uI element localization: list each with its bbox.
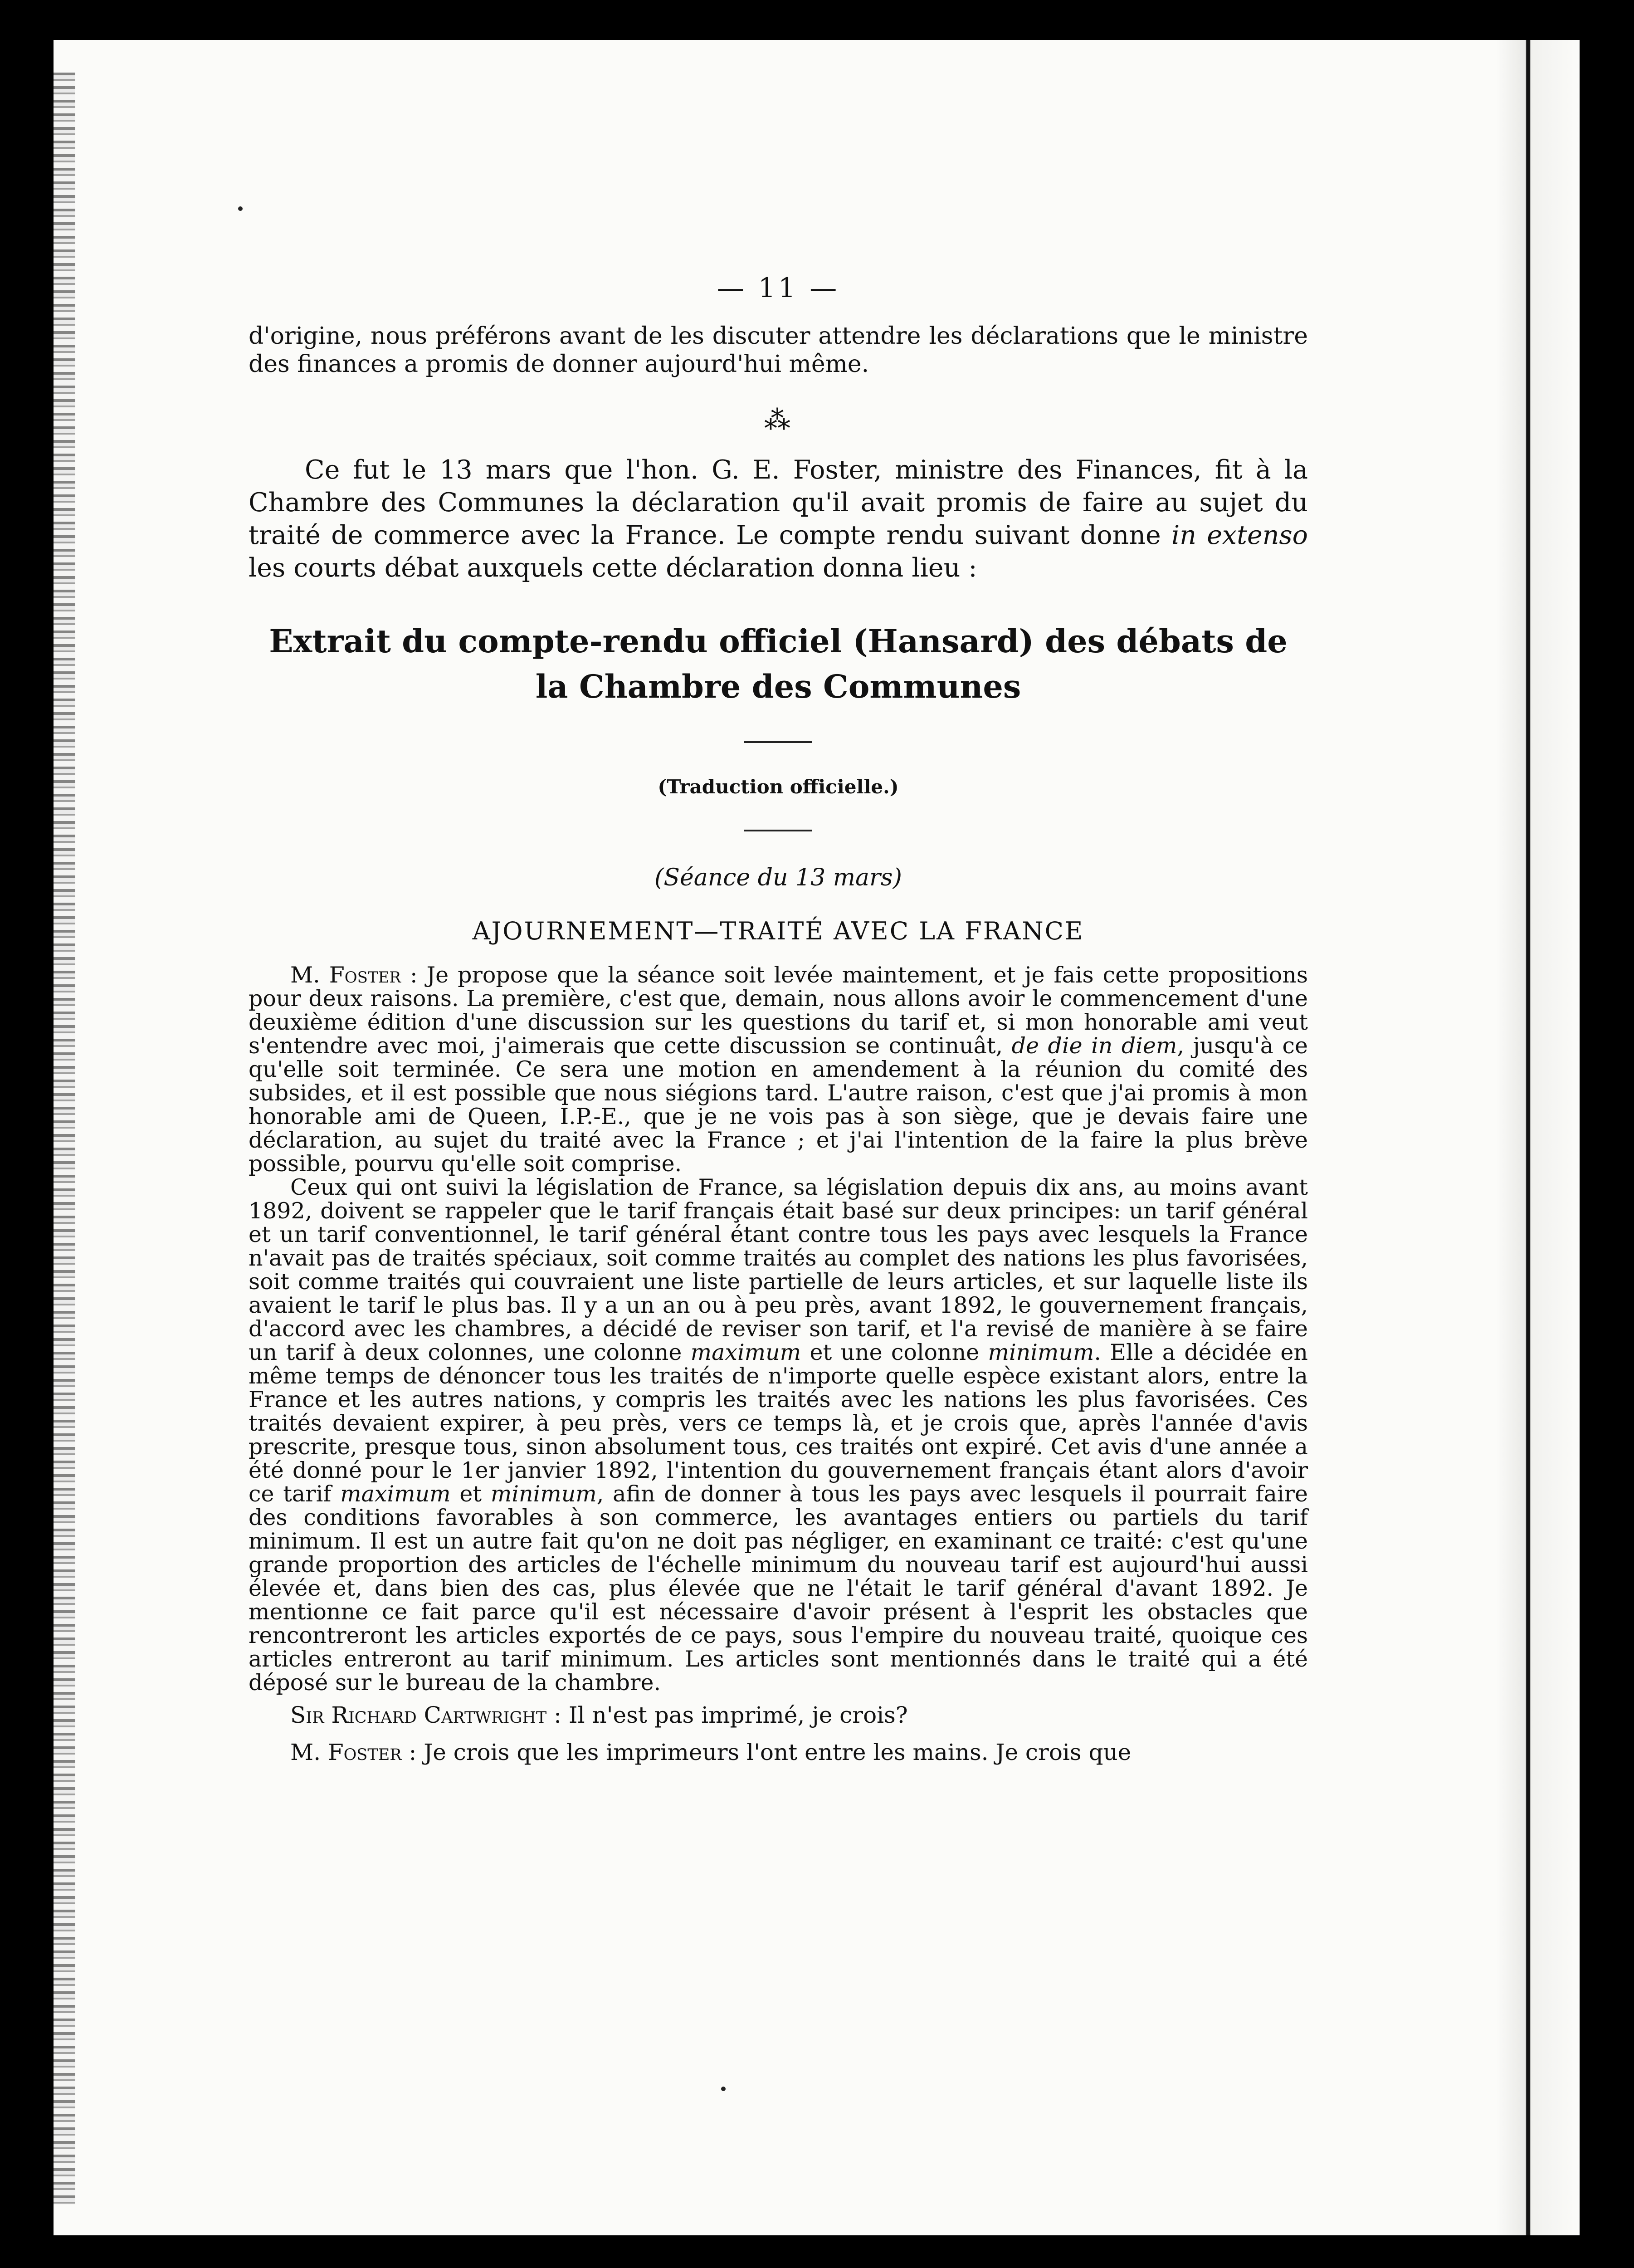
page-left-edge-shadow [54, 73, 75, 2204]
page-content [249, 272, 1308, 1766]
lead-text-end: les courts débat auxquels cette déclaration donna lieu : [249, 553, 977, 583]
speech-paragraph-4 [249, 1738, 1308, 1766]
heading-line-2: la Chambre des Communes [535, 668, 1021, 705]
page-right-edge-shadow [1497, 40, 1580, 2235]
speech-text: Ceux qui ont suivi la législation de France, sa législation depuis dix ans, au moins avant 1892, doivent se rappeler que le tarif français était basé sur deux principes: un tarif général et un tarif conventionnel, le tarif général étant contre tous les pays avec lesquels la France n'avait pas de traités spéciaux, soit comme traités au complet des nations les plus favorisées, soit comme traités qui couvraient une liste partielle de leurs articles, et sur laquelle liste ils avaient le tarif le plus bas. Il y a un an ou à peu près, avant 1892, le gouvernement français, d'accord avec les chambres, a décidé de reviser son tarif, et l'a revisé de manière à se faire un tarif à deux colonnes, une colonne [249, 1174, 1308, 1365]
speech-text: . Elle a décidée en même temps de dénoncer tous les traités de n'importe quelle espèce existant alors, entre la France et les autres nations, y compris les traités avec les nations les plus favorisées. Ces traités devaient expirer, à peu près, vers ce temps là, et je crois que, après l'année d'avis prescrite, presque tous, sinon absolument tous, ces traités ont expiré. Cet avis d'une année a été donné pour le 1er janvier 1892, l'intention du gouvernement français étant alors d'avoir ce tarif [249, 1339, 1308, 1507]
speaker-name: M. Foster : [290, 962, 418, 988]
lead-text: Ce fut le 13 mars que l'hon. G. E. Foster, ministre des Finances, fit à la Chambre des Communes la déclaration qu'il avait promis de faire au sujet du traité de commerce avec la France. Le compte rendu suivant donne [249, 455, 1308, 550]
speech-paragraph-3 [249, 1701, 1308, 1729]
speaker-name: M. Foster : [290, 1739, 417, 1765]
speech-text: , jusqu'à ce qu'elle soit terminée. Ce sera une motion en amendement à la réunion du comité des subsides, et il est possible que nous siégions tard. L'autre raison, c'est que j'ai promis à mon honorable ami de Queen, I.P.-E., que je ne vois pas à son siège, que je devais faire une déclaration, au sujet du traité avec la France ; et j'ai l'intention de la faire la plus brève possible, pourvu qu'elle soit comprise. [249, 1033, 1308, 1177]
speech-italic: minimum [490, 1481, 597, 1507]
scan-speck [721, 2087, 726, 2091]
speech-italic: maximum [340, 1481, 451, 1507]
lead-italic: in extenso [1171, 520, 1308, 550]
session-date: (Séance du 13 mars) [654, 864, 902, 891]
heading-line-1: Extrait du compte-rendu officiel (Hansard) des débats de [269, 622, 1288, 660]
speech-text: Je propose que la séance soit levée maintement, et je fais cette propositions pour deux raisons. La première, c'est que, demain, nous allons avoir le commencement d'une deuxième édition d'une discussion sur les questions du tarif et, si mon honorable ami veut s'entendre avec moi, j'aimerais que cette discussion se continuât, [249, 962, 1308, 1059]
divider-rule [744, 830, 812, 831]
page-number: — 11 — [717, 272, 840, 304]
lead-paragraph [249, 454, 1308, 584]
speech-paragraph-2 [249, 1176, 1308, 1695]
intro-paragraph: d'origine, nous préférons avant de les discuter attendre les déclarations que le ministre des finances a promis de donner aujourd'hui même. [249, 323, 1308, 378]
speech-text: Je crois que les imprimeurs l'ont entre les mains. Je crois que [416, 1739, 1132, 1765]
speech-italic: minimum [988, 1339, 1094, 1365]
speech-text: Il n'est pas imprimé, je crois? [561, 1702, 908, 1728]
translation-note: (Traduction officielle.) [658, 776, 899, 798]
speech-text: et [450, 1481, 491, 1507]
speech-text: , afin de donner à tous les pays avec lesquels il pourrait faire des conditions favorables à son commerce, les avantages entiers ou partiels du tarif minimum. Il est un autre fait qu'on ne doit pas négliger, en examinant ce traité: c'est qu'une grande proportion des articles de l'échelle minimum du nouveau tarif est aujourd'hui aussi élevée et, dans bien des cas, plus élevée que ne l'était le tarif général d'avant 1892. Je mentionne ce fait parce qu'il est nécessaire d'avoir présent à l'esprit les obstacles que rencontreront les articles exportés de ce pays, sous l'empire du nouveau traité, quoique ces articles entreront au tarif minimum. Les articles sont mentionnés dans le traité qui a été déposé sur le bureau de la chambre. [249, 1481, 1308, 1696]
speech-italic: de die in diem [1011, 1033, 1177, 1059]
section-title: AJOURNEMENT—TRAITÉ AVEC LA FRANCE [472, 917, 1084, 945]
divider-rule [744, 741, 812, 743]
speech-text: et une colonne [801, 1339, 988, 1365]
speaker-name: Sir Richard Cartwright : [290, 1702, 562, 1728]
speech-italic: maximum [690, 1339, 801, 1365]
section-heading [249, 619, 1308, 709]
asterism-separator: ⁂ [764, 405, 792, 435]
speech-paragraph-1 [249, 963, 1308, 1176]
scan-speck [238, 206, 243, 211]
